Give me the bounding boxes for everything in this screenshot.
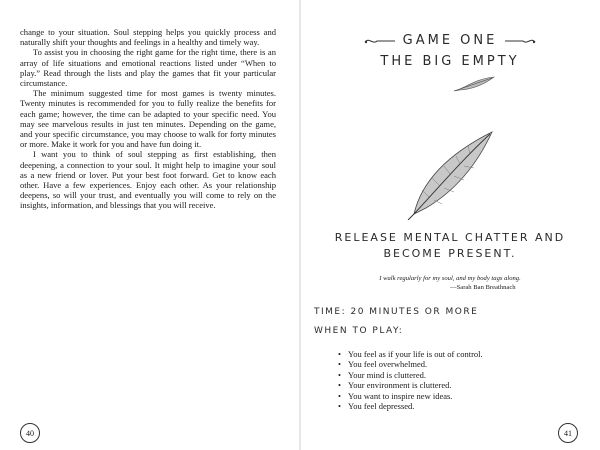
list-item: • You feel overwhelmed. — [338, 359, 483, 369]
when-to-play-list — [338, 349, 483, 411]
swirl-left-icon — [363, 36, 397, 46]
left-body-text — [20, 27, 276, 211]
page-number-right: 41 — [558, 423, 578, 443]
feather-small-icon — [452, 75, 496, 95]
feather-large-icon — [400, 128, 500, 220]
epigraph-attribution: —Sarah Ban Breathnach — [450, 284, 516, 291]
right-page — [300, 0, 600, 450]
tagline-line2: BECOME PRESENT. — [383, 247, 517, 260]
paragraph: The minimum suggested time for most games is twenty minutes. Twenty minutes is recommended for you to fully realize the benefits for each game; however, the time can be adapted to your specific need. You may see marvelous results in just ten minutes. Depending on the game, and your specific circumstance, you may choose to walk for forty minutes or more. Make it work for you and have fun doing it. — [20, 88, 276, 150]
list-item: • You feel as if your life is out of control. — [338, 349, 483, 359]
paragraph: To assist you in choosing the right game for the right time, there is an array of life situations and emotional reactions listed under “When to play.” Read through the lists and play the games that fit your particular circumstance. — [20, 47, 276, 89]
time-label: TIME: 20 MINUTES OR MORE — [314, 307, 479, 317]
swirl-right-icon — [503, 36, 537, 46]
paragraph: change to your situation. Soul stepping helps you quickly process and naturally shift your thoughts and feelings in a healthy and timely way. — [20, 27, 276, 48]
list-item: • Your mind is cluttered. — [338, 370, 483, 380]
list-item: • You feel depressed. — [338, 401, 483, 411]
tagline — [300, 230, 600, 262]
when-to-play-label: WHEN TO PLAY: — [314, 326, 404, 336]
tagline-line1: RELEASE MENTAL CHATTER AND — [334, 231, 566, 244]
paragraph: I want you to think of soul stepping as first establishing, then deepening, a connection to your soul. It might help to imagine your soul as a new friend or lover. Put your best foot forward. Get to know each other. Have a few experiences. Enjoy each other. As your relationship deepens, so will your trust, and eventually you will come to rely on the insights, information, and blessings that you will receive. — [20, 149, 276, 211]
game-title: GAME ONE — [402, 33, 498, 48]
list-item: • You want to inspire new ideas. — [338, 391, 483, 401]
game-title-row — [300, 33, 600, 48]
list-item: • Your environment is cluttered. — [338, 380, 483, 390]
page-number-left: 40 — [20, 423, 40, 443]
epigraph-quote: I walk regularly for my soul, and my body tags along. — [379, 275, 521, 282]
game-subtitle: THE BIG EMPTY — [380, 54, 520, 69]
